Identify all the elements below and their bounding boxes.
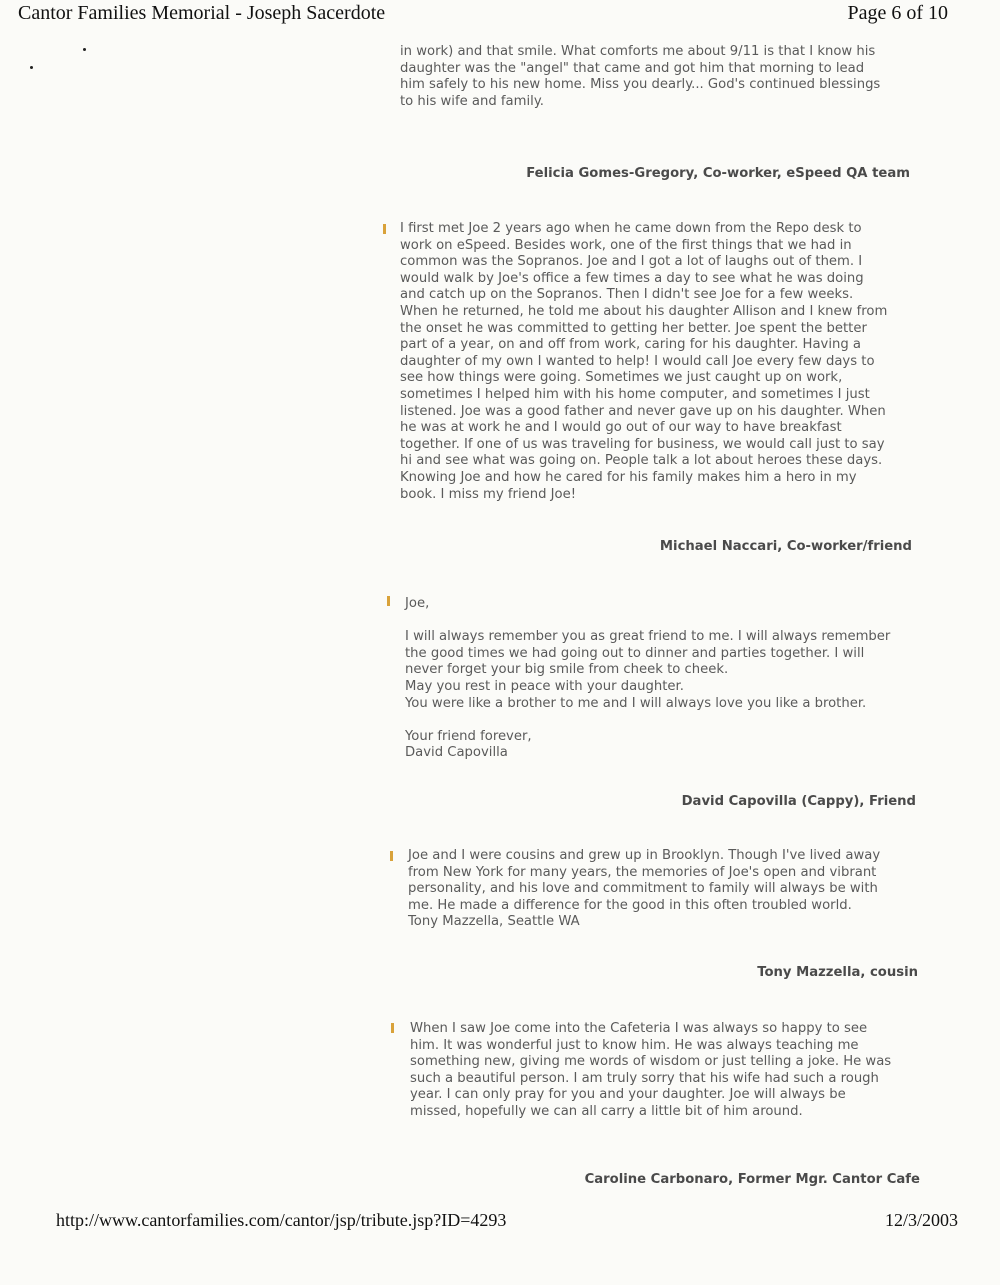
tribute-entry <box>408 848 928 931</box>
tribute-entry <box>400 221 920 503</box>
tribute-signature: David Capovilla (Cappy), Friend <box>681 794 916 809</box>
scan-speck <box>83 48 86 51</box>
bullet-marker-icon <box>387 596 390 606</box>
tribute-entry <box>410 1021 930 1121</box>
tribute-text: Joe, I will always remember you as great friend to me. I will always remember the good times we had going out to dinner and parties together. I will never forget your big smile from cheek to cheek. May you rest in peace with your daughter. You were like a brother to me and I will always love you like a brother. Your friend forever, David Capovilla <box>405 596 891 761</box>
bullet-marker-icon <box>383 224 386 234</box>
tribute-signature: Michael Naccari, Co-worker/friend <box>659 539 912 554</box>
print-date: 12/3/2003 <box>884 1210 958 1230</box>
page-number: Page 6 of 10 <box>847 2 948 24</box>
tribute-text: Joe and I were cousins and grew up in Brooklyn. Though I've lived away from New York for many years, the memories of Joe's open and vibrant personality, and his love and commitment to family will always be with me. He made a difference for the good in this often troubled world. Tony Mazzella, Seattle WA <box>408 848 881 930</box>
tribute-text: I first met Joe 2 years ago when he came down from the Repo desk to work on eSpeed. Besides work, one of the first things that we had in common was the Sopranos. Joe and I got a lot of laughs out of them. I would walk by Joe's office a few times a day to see what he was doing and catch up on the Sopranos. Then I didn't see Joe for a few weeks. When he returned, he told me about his daughter Allison and I knew from the onset he was committed to getting her better. Joe spent the better part of a year, on and off from work, caring for his daughter. Having a daughter of my own I wanted to help! I would call Joe every few days to see how things were going. Sometimes we just caught up on work, sometimes I helped him with his home computer, and sometimes I just listened. Joe was a good father and never gave up on his daughter. When he was at work he and I would go out of our way to have breakfast together. If one of us was traveling for business, we would call just to say hi and see what was going on. People talk a lot about heroes these days. Knowing Joe and how he cared for his family makes him a hero in my book. I miss my friend Joe! <box>400 221 888 502</box>
tribute-entry <box>400 44 920 110</box>
tribute-signature: Tony Mazzella, cousin <box>757 965 918 980</box>
page-title: Cantor Families Memorial - Joseph Sacerdote <box>18 2 386 24</box>
tribute-signature: Caroline Carbonaro, Former Mgr. Cantor Cafe <box>584 1172 920 1187</box>
page-url: http://www.cantorfamilies.com/cantor/jsp/tribute.jsp?ID=4293 <box>56 1210 507 1230</box>
bullet-marker-icon <box>390 851 393 861</box>
tribute-signature: Felicia Gomes-Gregory, Co-worker, eSpeed QA team <box>526 166 910 181</box>
tribute-entry <box>405 596 925 762</box>
tribute-text: in work) and that smile. What comforts me about 9/11 is that I know his daughter was the "angel" that came and got him that morning to lead him safely to his new home. Miss you dearly... God's continued blessings to his wife and family. <box>400 44 881 109</box>
tribute-text: When I saw Joe come into the Cafeteria I was always so happy to see him. It was wonderful just to know him. He was always teaching me something new, giving me words of wisdom or just telling a joke. He was such a beautiful person. I am truly sorry that his wife had such a rough year. I can only pray for you and your daughter. Joe will always be missed, hopefully we can all carry a little bit of him around. <box>410 1021 892 1119</box>
bullet-marker-icon <box>391 1023 394 1033</box>
scan-speck <box>30 66 33 69</box>
